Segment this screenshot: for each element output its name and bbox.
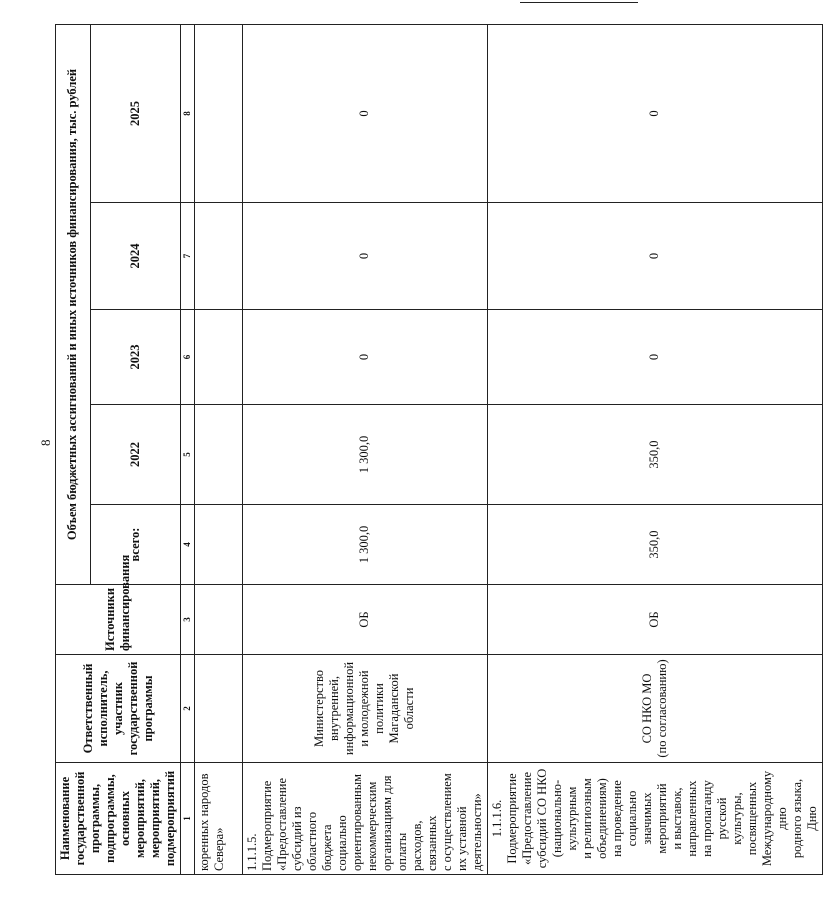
row-2025: 0 (487, 24, 822, 202)
header-2023: 2023 (90, 310, 180, 405)
row-source: ОБ (242, 585, 487, 655)
row-executor: Министерство внутренней, информационной и молодежной политики Магаданской области (242, 655, 487, 763)
row-name: 1.1.1.5. Подмероприятие «Предоставление субсидий из областного бюджета социально ориентированным некоммерческим организациям для оплаты расходов, связанных с осуществлением их уставной деятельности» (242, 763, 487, 875)
header-2024: 2024 (90, 203, 180, 310)
table-row (242, 24, 487, 874)
row-executor: СО НКО МО (по согласованию) (487, 655, 822, 763)
header-2025: 2025 (90, 24, 180, 202)
row-2023: 0 (242, 310, 487, 405)
row-2025: 0 (242, 24, 487, 202)
page-number: 8 (38, 439, 53, 446)
row-2022: 350,0 (487, 405, 822, 505)
row-total (194, 505, 242, 585)
row-2024 (194, 203, 242, 310)
row-source: ОБ (487, 585, 822, 655)
column-number: 7 (181, 203, 195, 310)
financing-table (55, 24, 823, 875)
row-source (194, 585, 242, 655)
header-total: всего: (90, 505, 180, 585)
row-2025 (194, 24, 242, 202)
header-executor: Ответственный исполнитель, участник государственной программы (56, 655, 181, 763)
table-row (194, 24, 242, 874)
column-number: 8 (181, 24, 195, 202)
row-executor (194, 655, 242, 763)
rotated-table-container (55, 25, 819, 875)
column-number: 5 (181, 405, 195, 505)
row-total: 350,0 (487, 505, 822, 585)
top-corner-line (520, 2, 638, 3)
header-source: Источники финансирования (56, 585, 181, 655)
header-2022: 2022 (90, 405, 180, 505)
table-row (487, 24, 822, 874)
header-financing: Объем бюджетных ассигнований и иных источников финансирования, тыс. рублей (56, 24, 91, 584)
column-number: 4 (181, 505, 195, 585)
row-2023: 0 (487, 310, 822, 405)
row-name: 1.1.1.6. Подмероприятие «Предоставление субсидий СО НКО (национально- культурным и религиозным объединениям) на проведение социально значимых мероприятий и выставок, направленных на пропаганду русской культуры, посвященных Международному дню родного языка, Дню (487, 763, 822, 875)
column-number: 2 (181, 655, 195, 763)
row-2022: 1 300,0 (242, 405, 487, 505)
row-2022 (194, 405, 242, 505)
row-2023 (194, 310, 242, 405)
column-number: 3 (181, 585, 195, 655)
row-2024: 0 (487, 203, 822, 310)
column-number-row (181, 24, 195, 874)
row-2024: 0 (242, 203, 487, 310)
column-number: 6 (181, 310, 195, 405)
row-name: коренных народов Севера» (194, 763, 242, 875)
row-total: 1 300,0 (242, 505, 487, 585)
column-number: 1 (181, 763, 195, 875)
header-name: Наименование государственной программы, подпрограммы, основных мероприятий, мероприятий, подмероприятий (56, 763, 181, 875)
